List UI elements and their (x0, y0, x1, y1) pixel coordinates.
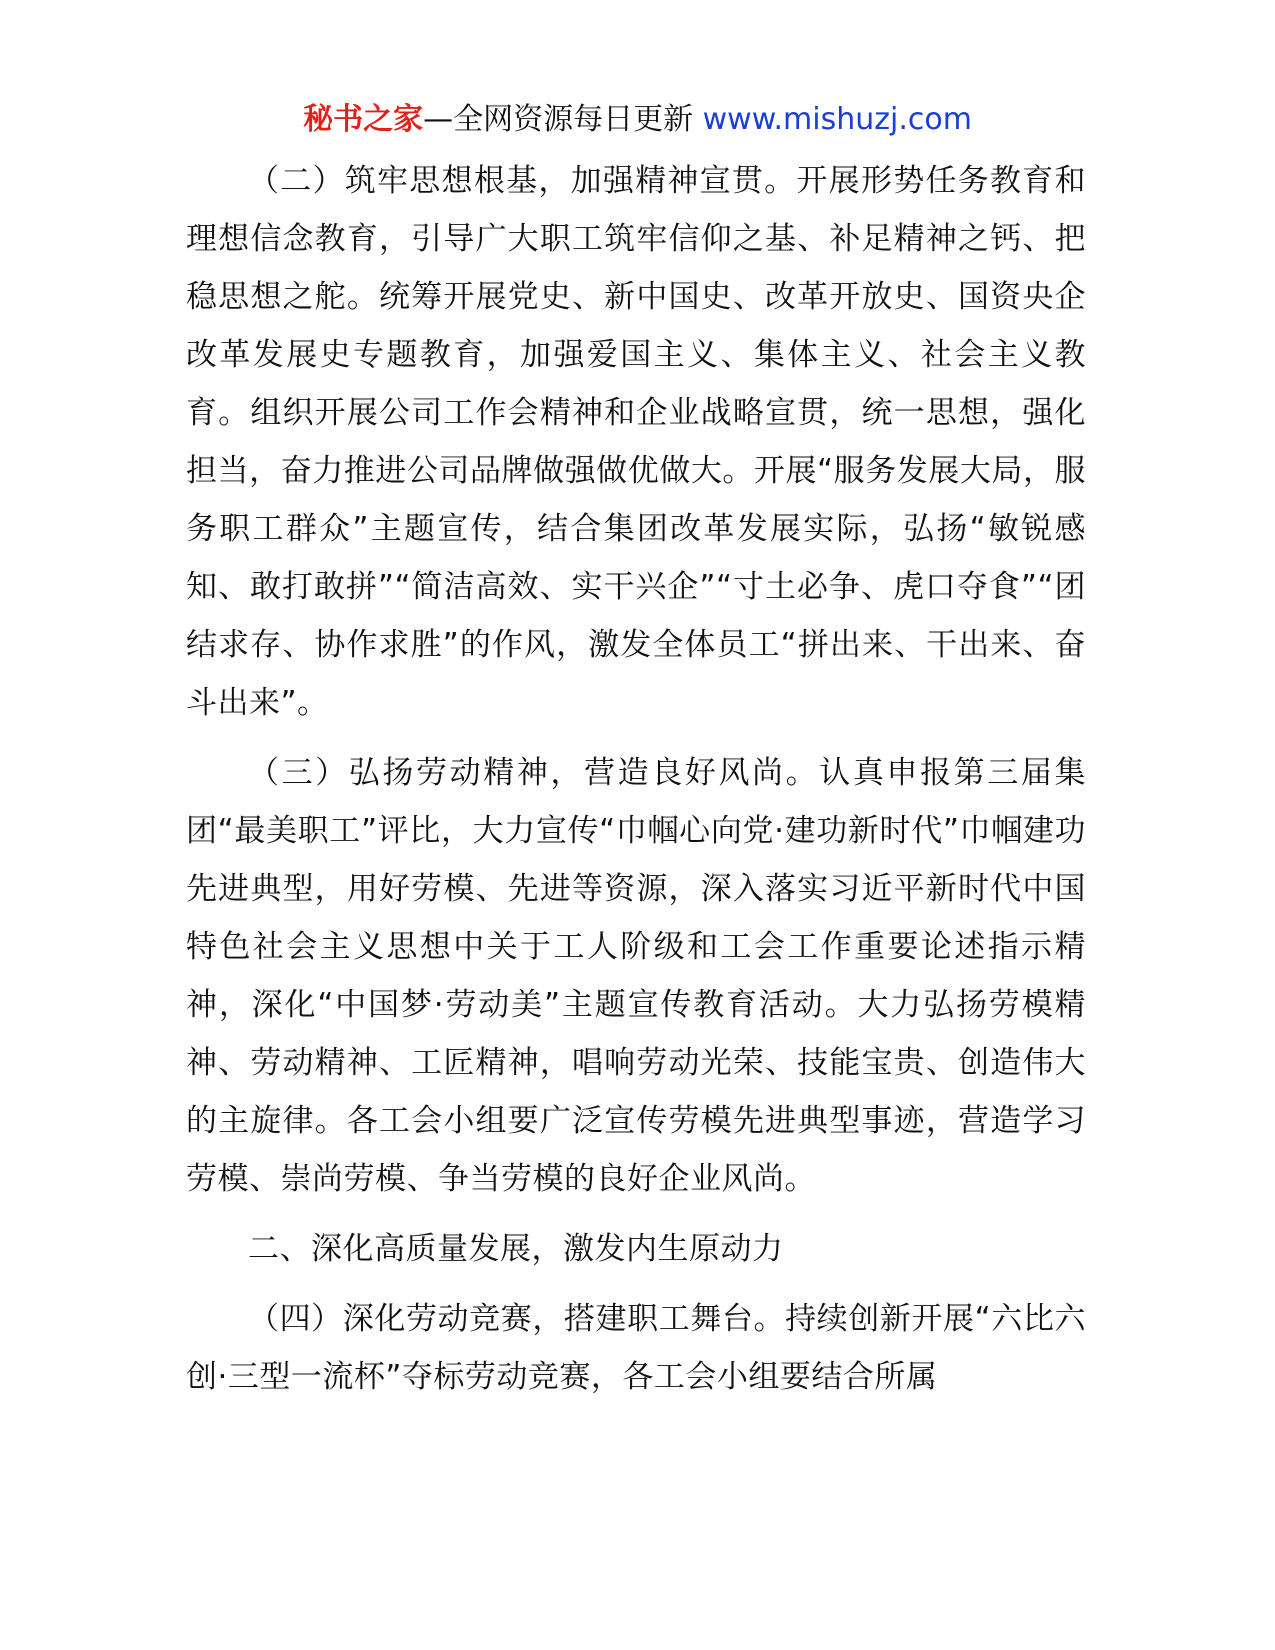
site-url[interactable]: www.mishuzj.com (702, 102, 972, 137)
section-heading-2: 二、深化高质量发展，激发内生原动力 (248, 1231, 784, 1267)
page-header (0, 100, 1275, 140)
document-body (186, 152, 1086, 1418)
paragraph-section-4: （四）深化劳动竞赛，搭建职工舞台。持续创新开展“六比六创·三型一流杯”夺标劳动竞赛，各工会小组要结合所属 (186, 1301, 1086, 1395)
paragraph-section-3: （三）弘扬劳动精神，营造良好风尚。认真申报第三届集团“最美职工”评比，大力宣传“巾帼心向党·建功新时代”巾帼建功先进典型，用好劳模、先进等资源，深入落实习近平新时代中国特色社会主义思想中关于工人阶级和工会工作重要论述指示精神，深化“中国梦·劳动美”主题宣传教育活动。大力弘扬劳模精神、劳动精神、工匠精神，唱响劳动光荣、技能宝贵、创造伟大的主旋律。各工会小组要广泛宣传劳模先进典型事迹，营造学习劳模、崇尚劳模、争当劳模的良好企业风尚。 (186, 755, 1086, 1197)
brand-name: 秘书之家 (303, 102, 424, 137)
paragraph-section-2: （二）筑牢思想根基，加强精神宣贯。开展形势任务教育和理想信念教育，引导广大职工筑牢信仰之基、补足精神之钙、把稳思想之舵。统筹开展党史、新中国史、改革开放史、国资央企改革发展史专题教育，加强爱国主义、集体主义、社会主义教育。组织开展公司工作会精神和企业战略宣贯，统一思想，强化担当，奋力推进公司品牌做强做优做大。开展“服务发展大局，服务职工群众”主题宣传，结合集团改革发展实际，弘扬“敏锐感知、敢打敢拼”“简洁高效、实干兴企”“寸土必争、虎口夺食”“团结求存、协作求胜”的作风，激发全体员工“拼出来、干出来、奋斗出来”。 (186, 163, 1086, 721)
header-tagline: —全网资源每日更新 (423, 102, 703, 137)
